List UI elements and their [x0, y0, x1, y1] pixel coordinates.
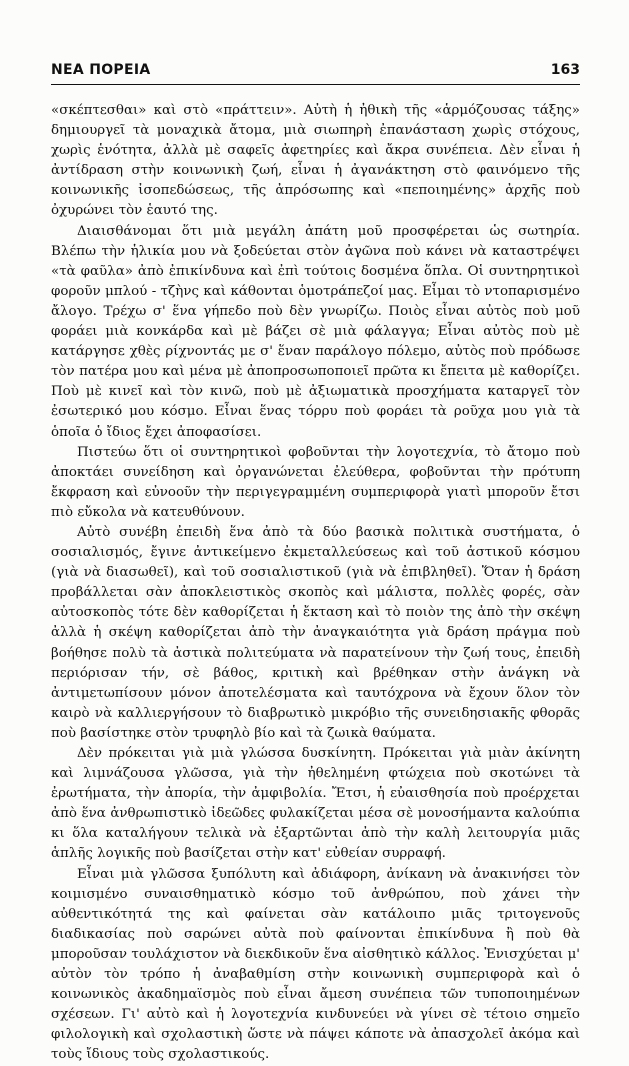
paragraph-3: Πιστεύω ὅτι οἱ συντηρητικοὶ φοβοῦνται τὴν λογοτεχνία, τὸ ἄτομο ποὺ ἀποκτάει συνείδηση καὶ ὀργανώνεται ἐλεύθερα, φοβοῦνται τὴν πρότυπη ἔκφραση καὶ εὐνοοῦν τὴν περιγεγραμμένη συμπεριφορὰ γιατὶ μποροῦν ἔτσι πιὸ εὔκολα νὰ κατευθύνουν.: [51, 444, 580, 520]
paragraph-6: Εἶναι μιὰ γλῶσσα ξυπόλυτη καὶ ἀδιάφορη, ἀνίκανη νὰ ἀνακινήσει τὸν κοιμισμένο συναισθηματικὸ κόσμο τοῦ ἀνθρώπου, ποὺ χάνει τὴν αὐθεντικότητά της καὶ φαίνεται σὰν κατάλοιπο μιᾶς τριτογενοῦς διαδικασίας ποὺ σαρώνει αὐτὰ ποὺ φαίνονται ἐπικίνδυνα ἢ ποὺ θὰ μποροῦσαν τουλάχιστον νὰ διεκδικοῦν ἕνα αἰσθητικὸ κάλλος. Ἐνισχύεται μ' αὐτὸν τὸν τρόπο ἡ ἀναβαθμίση στὴν κοινωνικὴ συμπεριφορὰ καὶ ὁ κοινωνικὸς ἀκαδημαϊσμὸς ποὺ εἶναι ἄμεση συνέπεια τῶν τυποποιημένων σχέσεων. Γι' αὐτὸ καὶ ἡ λογοτεχνία κινδυνεύει νὰ γίνει σὲ τέτοιο σημεῖο φιλολογικὴ καὶ σχολαστικὴ ὥστε νὰ πάψει κάποτε νὰ ἀπασχολεῖ ἀκόμα καὶ τοὺς ἴδιους τοὺς σχολαστικούς.: [51, 866, 580, 1063]
page-number: 163: [550, 62, 580, 78]
paragraph-4: Αὐτὸ συνέβη ἐπειδὴ ἕνα ἀπὸ τὰ δύο βασικὰ πολιτικὰ συστήματα, ὁ σοσιαλισμός, ἔγινε ἀντικείμενο ἐκμεταλλεύσεως καὶ τοῦ ἀστικοῦ κόσμου (γιὰ νὰ διασωθεῖ), καὶ τοῦ σοσιαλιστικοῦ (γιὰ νὰ ἐπιβληθεῖ). Ὅταν ἡ δράση προβάλλεται σὰν ἀποκλειστικὸς σκοπὸς καὶ μάλιστα, πολλὲς φορές, σὰν αὐτοσκοπὸς τότε δὲν καθορίζεται ἡ ἔκταση καὶ τὸ ποιὸν της ἀπὸ τὴν σκέψη ἀλλὰ ἡ σκέψη καθορίζεται ἀπὸ τὴν ἀναγκαιότητα γιὰ δράση πράγμα ποὺ βοήθησε πολὺ τὰ ἀστικὰ πολιτεύματα νὰ παρατείνουν τὴν ζωή τους, ἐπειδὴ περιόρισαν τήν, σὲ βάθος, κριτικὴ καὶ βρέθηκαν στὴν ἀνάγκη νὰ ἀντιμετωπίσουν μόνον ἀποτελέσματα καὶ ταυτόχρονα νὰ ἔχουν ὅλον τὸν καιρὸ νὰ καλλιεργήσουν τὸ διαβρωτικὸ μικρόβιο τῆς συνειδησιακῆς φθορᾶς ποὺ βασίστηκε στὸν τρυφηλὸ βίο καὶ τὰ ζωικὰ θαύματα.: [51, 524, 580, 741]
paragraph-1: «σκέπτεσθαι» καὶ στὸ «πράττειν». Αὐτὴ ἡ ἠθικὴ τῆς «ἁρμόζουσας τάξης» δημιουργεῖ τὰ μοναχικὰ ἄτομα, μιὰ σιωπηρὴ ἐπανάσταση χωρὶς στόχους, χωρὶς ἑνότητα, ἀλλὰ μὲ σαφεῖς ἀφετηρίες καὶ ἄκρα συνέπεια. Δὲν εἶναι ἡ ἀντίδραση στὴν κοινωνικὴ ζωή, εἶναι ἡ ἀγανάκτηση στὸ φαινόμενο τῆς κοινωνικῆς ἰσοπεδώσεως, τῆς ἀπρόσωπης καὶ «πεποιημένης» ἀρχῆς ποὺ ὀχυρώνει τὸν ἑαυτό της.: [51, 103, 580, 219]
journal-title: ΝΕΑ ΠΟΡΕΙΑ: [51, 62, 151, 78]
body-text: [51, 101, 580, 1066]
running-header: [51, 62, 580, 85]
paragraph-2: Διαισθάνομαι ὅτι μιὰ μεγάλη ἀπάτη μοῦ προσφέρεται ὡς σωτηρία. Βλέπω τὴν ἡλικία μου νὰ ξοδεύεται στὸν ἀγῶνα ποὺ κάνει νὰ καταστρέψει «τὰ φαῦλα» ἀπὸ ἐπικίνδυνα καὶ ἐπὶ τούτοις δοσμένα ὅπλα. Οἱ συντηρητικοὶ φοροῦν μπλού - τζὴνς καὶ κάθονται ὁμοτράπεζοί μας. Εἶμαι τὸ ντοπαρισμένο ἄλογο. Τρέχω σ' ἕνα γήπεδο ποὺ δὲν γνωρίζω. Ποιὸς εἶναι αὐτὸς ποὺ μοῦ φοράει μιὰ κονκάρδα καὶ μὲ βάζει σὲ μιὰ φάλαγγα; Εἶναι αὐτὸς ποὺ μὲ κατάργησε χθὲς ρίχνοντάς με σ' ἕναν παράλογο πόλεμο, αὐτὸς ποὺ πρόδωσε τὸν πατέρα μου καὶ μένα μὲ ἀποπροσωποποιεῖ πρῶτα κι ἔπειτα μὲ καθορίζει. Ποὺ μὲ κινεῖ καὶ τὸν κινῶ, ποὺ μὲ ἀξιωματικὰ προσχήματα καταργεῖ τὸν ἐσωτερικό μου κόσμο. Εἶναι ἕνας τόρρυ ποὺ φοράει τὰ ροῦχα μου γιὰ τὰ ὁποῖα ὁ ἴδιος ἔχει ἀποφασίσει.: [51, 223, 580, 440]
paragraph-5: Δὲν πρόκειται γιὰ μιὰ γλώσσα δυσκίνητη. Πρόκειται γιὰ μιὰν ἀκίνητη καὶ λιμνάζουσα γλῶσσα, γιὰ τὴν ἠθελημένη φτώχεια ποὺ σκοτώνει τὰ ἐρωτήματα, τὴν ἀπορία, τὴν ἀμφιβολία. Ἔτσι, ἡ εὐαισθησία ποὺ προέρχεται ἀπὸ ἕνα ἀνθρωπιστικὸ ἰδεῶδες φυλακίζεται μέσα σὲ μονοσήμαντα καλούπια κι ὅλα καταλήγουν τελικὰ νὰ ἐξαρτῶνται ἀπὸ τὴν καλὴ λειτουργία μιᾶς ἁπλῆς λογικῆς ποὺ βασίζεται στὴν κατ' εὐθείαν συρραφή.: [51, 746, 580, 862]
